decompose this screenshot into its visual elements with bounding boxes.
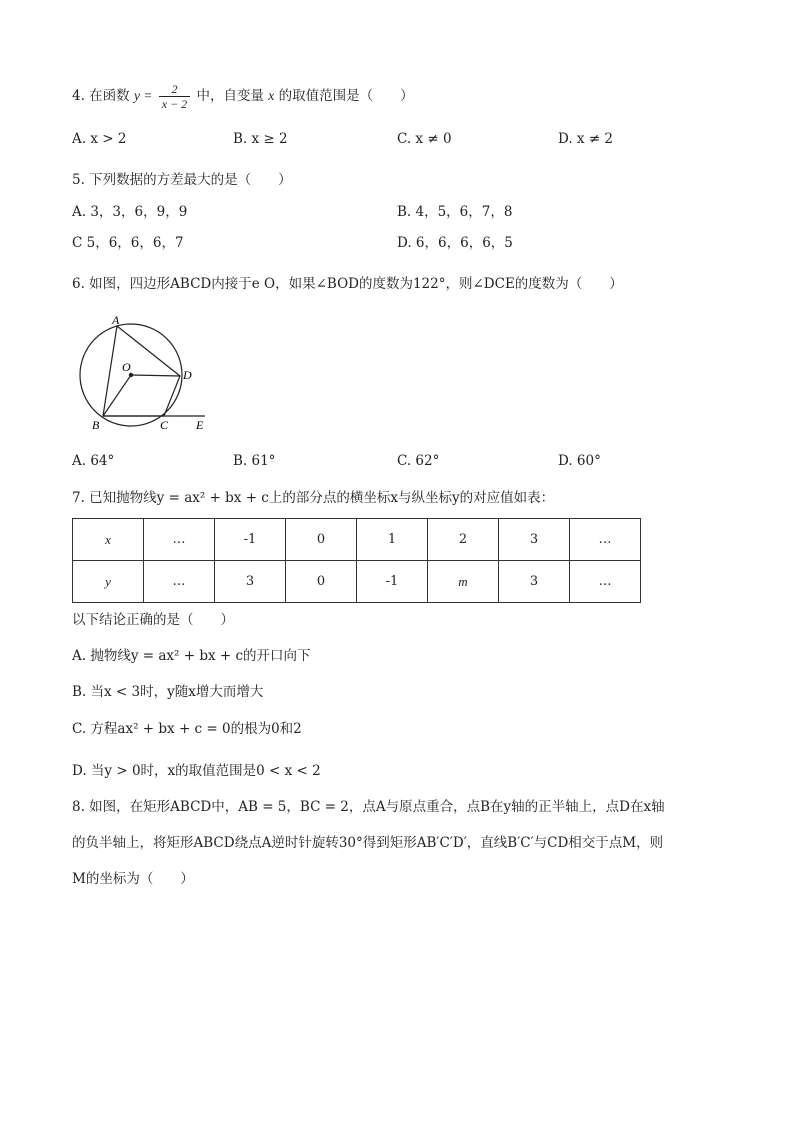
q4-option-d: D. x ≠ 2 (558, 131, 614, 147)
segment-od (131, 375, 180, 376)
table-cell: … (144, 519, 215, 561)
table-cell: m (428, 561, 499, 603)
q4-option-c: C. x ≠ 0 (397, 131, 452, 147)
table-cell: 0 (286, 519, 357, 561)
q4-stem-c: 的取值范围是（ ） (278, 88, 414, 104)
table-cell: -1 (357, 561, 428, 603)
q5-option-d: D. 6，6，6，6，5 (397, 235, 513, 251)
table-cell: 1 (357, 519, 428, 561)
q7-option-b: B. 当x < 3时，y随x增大而增大 (72, 684, 264, 700)
table-cell: … (570, 519, 641, 561)
table-cell: 3 (499, 561, 570, 603)
table-cell: 3 (215, 561, 286, 603)
q4-option-a: A. x > 2 (72, 131, 127, 147)
q7-option-c: C. 方程ax² + bx + c = 0的根为0和2 (72, 721, 302, 737)
label-o: O (122, 360, 131, 374)
q8-line-3: M的坐标为（ ） (72, 871, 194, 887)
q4-option-b: B. x ≥ 2 (233, 131, 288, 147)
q4-fraction (159, 82, 190, 111)
q7-value-table (72, 518, 641, 603)
q5-option-a: A. 3，3，6，9，9 (72, 204, 188, 220)
table-cell: x (73, 519, 144, 561)
quadrilateral-abcd (103, 326, 180, 416)
q6-option-c: C. 62° (397, 453, 440, 469)
q6-option-d: D. 60° (558, 453, 601, 469)
q5-option-b: B. 4，5，6，7，8 (397, 204, 513, 220)
label-a: A (112, 313, 120, 327)
q6-stem: 6. 如图，四边形ABCD内接于e O，如果∠BOD的度数为122°，则∠DCE的度数为（ ） (72, 276, 623, 292)
table-cell: … (144, 561, 215, 603)
table-cell: 2 (428, 519, 499, 561)
q4-func-lhs: y = (133, 88, 153, 103)
q6-option-a: A. 64° (72, 453, 115, 469)
table-cell: -1 (215, 519, 286, 561)
q4-stem-b: 中，自变量 (196, 88, 264, 104)
q7-option-a: A. 抛物线y = ax² + bx + c的开口向下 (72, 648, 311, 664)
q5-stem: 5. 下列数据的方差最大的是（ ） (72, 172, 292, 188)
q4-stem-a: 4. 在函数 (72, 88, 130, 104)
q7-stem: 7. 已知抛物线y = ax² + bx + c上的部分点的横坐标x与纵坐标y的对应值如表： (72, 490, 555, 506)
label-d: D (183, 368, 192, 382)
q7-prompt: 以下结论正确的是（ ） (72, 612, 234, 628)
table-cell: y (73, 561, 144, 603)
segment-ob (103, 375, 131, 416)
label-b: B (92, 418, 100, 432)
label-e: E (196, 418, 204, 432)
label-c: C (160, 418, 169, 432)
q7-option-d: D. 当y > 0时，x的取值范围是0 < x < 2 (72, 763, 321, 779)
table-row-y (73, 561, 641, 603)
q4-var: x (268, 88, 275, 103)
q8-line-2: 的负半轴上，将矩形ABCD绕点A逆时针旋转30°得到矩形AB′C′D′，直线B′C′与CD相交于点M，则 (72, 835, 664, 851)
table-cell: 3 (499, 519, 570, 561)
q4-frac-den: x − 2 (161, 97, 188, 111)
q4-frac-num: 2 (159, 82, 190, 97)
table-cell: … (570, 561, 641, 603)
q4-stem (72, 82, 414, 111)
q6-circle-figure (72, 308, 212, 432)
q5-option-c: C 5，6，6，6，7 (72, 235, 184, 251)
table-row-x (73, 519, 641, 561)
q8-line-1: 8. 如图，在矩形ABCD中，AB = 5，BC = 2，点A与原点重合，点B在y轴的正半轴上，点D在x轴 (72, 799, 665, 815)
table-cell: 0 (286, 561, 357, 603)
q6-option-b: B. 61° (233, 453, 276, 469)
